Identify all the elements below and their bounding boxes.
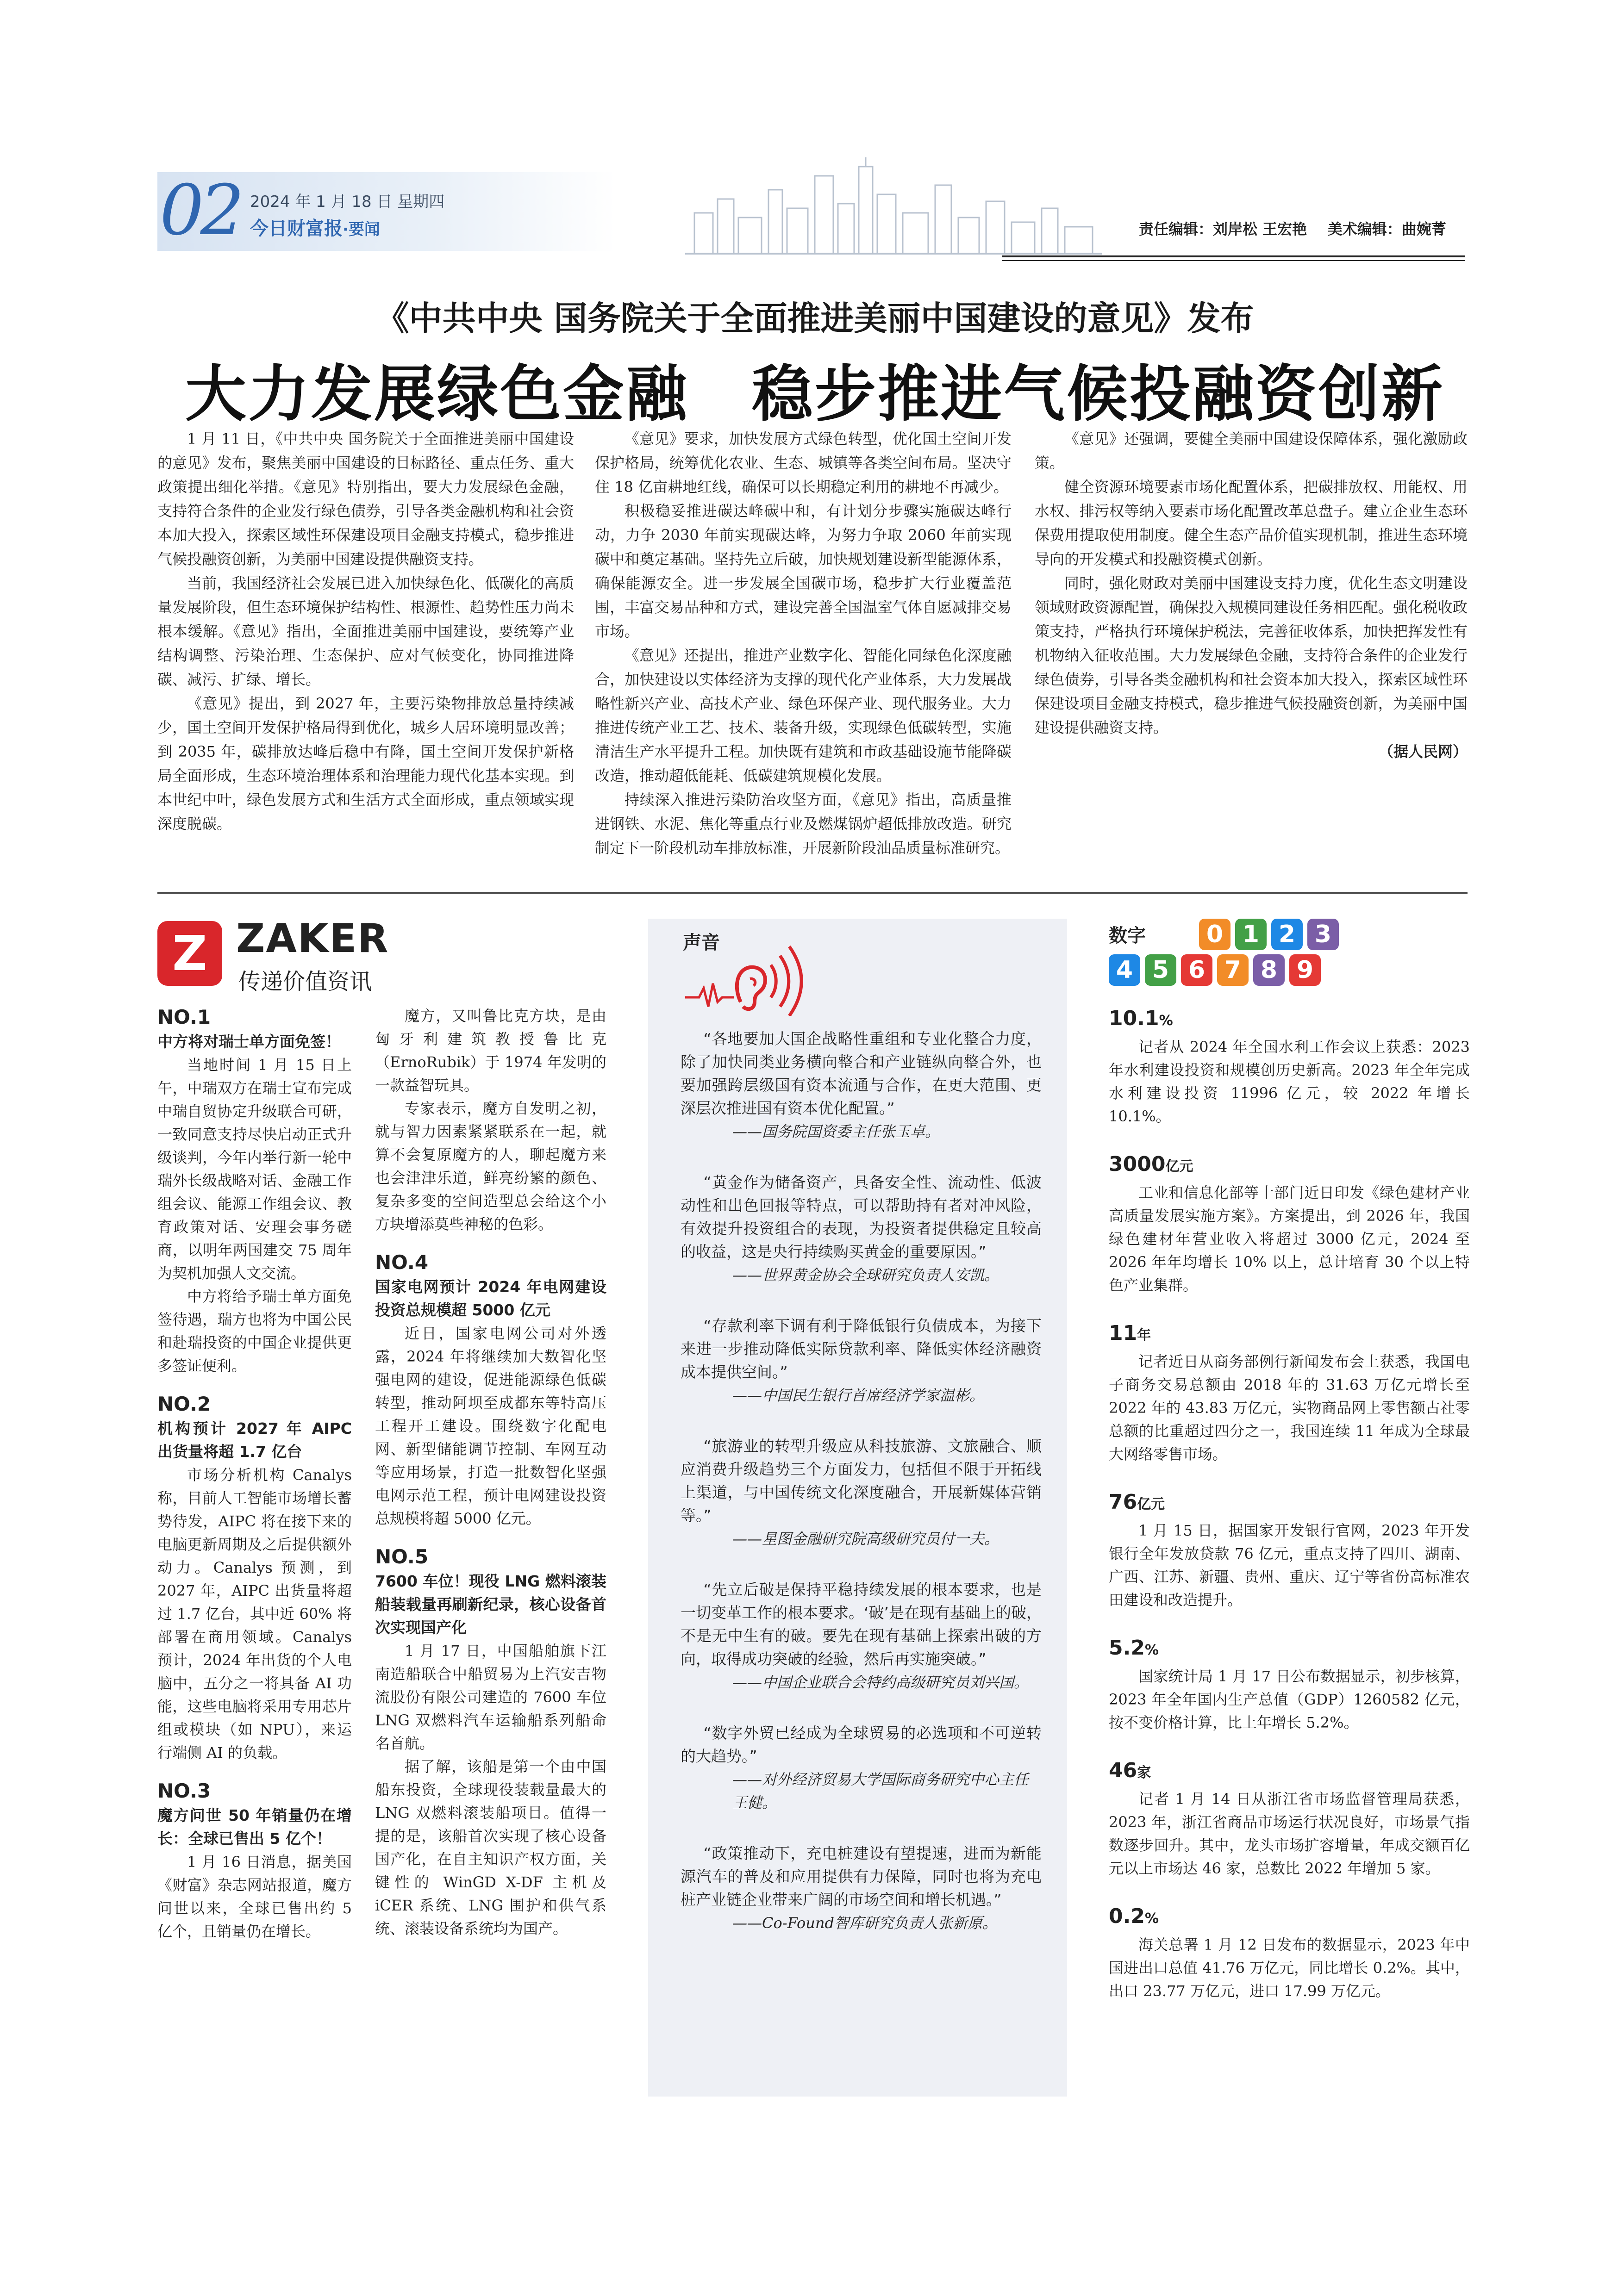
article-paragraph: 健全资源环境要素市场化配置体系，把碳排放权、用能权、用水权、排污权等纳入要素市场化配置改革总盘子。建立企业生态环保费用提取使用制度。健全生态产品价值实现机制，推进生态环境导向的开发模式和投融资模式创新。 bbox=[1035, 478, 1468, 568]
digit-tile: 1 bbox=[1235, 919, 1267, 950]
article-column-1 bbox=[157, 427, 574, 836]
article-paragraph: 1 月 11 日，《中共中央 国务院关于全面推进美丽中国建设的意见》发布，聚焦美丽中国建设的目标路径、重点任务、重大政策提出细化举措。《意见》特别指出，要大力发展绿色金融，支持符合条件的企业发行绿色债券，引导各类金融机构和社会资本加大投入，探索区域性环保建设项目金融支持模式，稳步推进气候投融资创新，为美丽中国建设提供融资支持。 bbox=[157, 430, 574, 568]
quote-source: ——国务院国资委主任张玉卓。 bbox=[732, 1123, 940, 1140]
page-number: 02 bbox=[160, 170, 241, 251]
number-figure bbox=[1109, 1150, 1470, 1181]
news-paragraph: 1 月 16 日消息，据美国《财富》杂志网站报道，魔方问世以来，全球已售出约 5 亿个，且销量仍在增长。 bbox=[157, 1853, 352, 1940]
zaker-slogan: 传递价值资讯 bbox=[238, 969, 372, 995]
number-item bbox=[1109, 1488, 1470, 1612]
editor-credits: 责任编辑：刘岸松 王宏艳 美术编辑：曲婉菁 bbox=[1139, 220, 1446, 238]
news-paragraph: 专家表示，魔方自发明之初，就与智力因素紧紧联系在一起，就算不会复原魔方的人，聊起魔方来也会津津乐道，鲜亮纷繁的颜色、复杂多变的空间造型总会给这个小方块增添莫些神秘的色彩。 bbox=[375, 1100, 606, 1233]
news-number: NO.1 bbox=[157, 1006, 211, 1028]
news-headline: 中方将对瑞士单方面免签！ bbox=[157, 1033, 341, 1051]
quote-text: “先立后破是保持平稳持续发展的根本要求，也是一切变革工作的根本要求。‘破’是在现有基础上的破，不是无中生有的破。要先在现有基础上探索出破的方向，取得成功突破的经验，然后再实施突破。” bbox=[681, 1580, 1042, 1668]
quote-text: “数字外贸已经成为全球贸易的必选项和不可逆转的大趋势。” bbox=[681, 1724, 1042, 1765]
number-item bbox=[1109, 1319, 1470, 1466]
zaker-column-1 bbox=[157, 1004, 352, 1943]
quote-source: ——中国企业联合会特约高级研究员刘兴国。 bbox=[732, 1674, 1029, 1691]
number-value: 76 bbox=[1109, 1490, 1137, 1514]
number-description: 1 月 15 日，据国家开发银行官网，2023 年开发银行全年发放贷款 76 亿元，重点支持了四川、湖南、广西、江苏、新疆、贵州、重庆、辽宁等省份高标准农田建设和改造提升。 bbox=[1109, 1522, 1470, 1609]
skyline-illustration bbox=[685, 157, 1102, 255]
number-unit: % bbox=[1159, 1013, 1173, 1029]
article-byline: （据人民网） bbox=[1378, 743, 1468, 760]
article-column-3 bbox=[1035, 427, 1468, 764]
quote-source: ——世界黄金协会全球研究负责人安凯。 bbox=[732, 1266, 999, 1284]
quote-item bbox=[681, 1722, 1042, 1814]
number-value: 11 bbox=[1109, 1321, 1137, 1345]
article-paragraph: 《意见》提出，到 2027 年，主要污染物排放总量持续减少，国土空间开发保护格局得到优化，城乡人居环境明显改善；到 2035 年，碳排放达峰后稳中有降，国土空间开发保护新格局全面形成，生态环境治理体系和治理能力现代化基本实现。到本世纪中叶，绿色发展方式和生活方式全面形成，重点领域实现深度脱碳。 bbox=[157, 695, 574, 833]
number-item bbox=[1109, 1150, 1470, 1297]
news-number: NO.5 bbox=[375, 1545, 429, 1568]
article-subtitle: 《中共中央 国务院关于全面推进美丽中国建设的意见》发布 bbox=[375, 299, 1254, 338]
digit-tile: 7 bbox=[1217, 954, 1249, 986]
header-rule bbox=[1002, 255, 1465, 257]
news-paragraph: 近日，国家电网公司对外透露，2024 年将继续加大数智化坚强电网的建设，促进能源绿色低碳转型，推动阿坝至成都东等特高压工程开工建设。围绕数字化配电网、新型储能调节控制、车网互动等应用场景，打造一批数智化坚强电网示范工程，预计电网建设投资总规模将超 5000 亿元。 bbox=[375, 1325, 606, 1527]
news-number: NO.2 bbox=[157, 1393, 211, 1415]
number-figure bbox=[1109, 1488, 1470, 1519]
number-item bbox=[1109, 1756, 1470, 1880]
quote-text: “政策推动下，充电桩建设有望提速，进而为新能源汽车的普及和应用提供有力保障，同时也将为充电桩产业链企业带来广阔的市场空间和增长机遇。” bbox=[681, 1844, 1042, 1909]
news-headline: 机构预计 2027 年 AIPC 出货量将超 1.7 亿台 bbox=[157, 1419, 352, 1461]
number-item bbox=[1109, 1634, 1470, 1734]
digit-tile: 3 bbox=[1307, 919, 1339, 950]
quote-source: ——中国民生银行首席经济学家温彬。 bbox=[732, 1387, 985, 1404]
digit-tile: 5 bbox=[1145, 954, 1176, 986]
quote-source: ——Co-Found智库研究负责人张新原。 bbox=[732, 1914, 997, 1932]
news-headline: 7600 车位！现役 LNG 燃料滚装船装载量再刷新纪录，核心设备首次实现国产化 bbox=[375, 1572, 606, 1636]
zaker-column-2 bbox=[375, 1004, 606, 1940]
section-name: ·要闻 bbox=[343, 220, 380, 239]
number-value: 5.2 bbox=[1109, 1636, 1145, 1660]
number-description: 记者 1 月 14 日从浙江省市场监督管理局获悉，2023 年，浙江省商品市场运行状况良好，市场景气指数逐步回升。其中，龙头市场扩容增量，年成交额百亿元以上市场达 46 家，总数比 2022 年增加 5 家。 bbox=[1109, 1790, 1470, 1877]
number-item bbox=[1109, 1004, 1470, 1128]
numbers-title: 数字 bbox=[1109, 925, 1146, 946]
number-value: 0.2 bbox=[1109, 1904, 1145, 1928]
news-number: NO.3 bbox=[157, 1780, 211, 1802]
quote-item bbox=[681, 1842, 1042, 1935]
quote-source: ——对外经济贸易大学国际商务研究中心主任王健。 bbox=[732, 1771, 1029, 1811]
number-description: 记者近日从商务部例行新闻发布会上获悉，我国电子商务交易总额由 2018 年的 31.63 万亿元增长至 2022 年的 43.83 万亿元，实物商品网上零售额占社零总额的比重超过四分之一，我国连续 11 年成为全球最大网络零售市场。 bbox=[1109, 1353, 1470, 1463]
number-value: 3000 bbox=[1109, 1152, 1166, 1176]
digit-tile: 9 bbox=[1289, 954, 1321, 986]
article-column-2 bbox=[595, 427, 1012, 860]
quote-text: “各地要加大国企战略性重组和专业化整合力度，除了加快同类业务横向整合和产业链纵向整合外，也要加强跨层级国有资本流通与合作，在更大范围、更深层次推进国有资本优化配置。” bbox=[681, 1030, 1042, 1117]
header-rule-thin bbox=[1002, 260, 1465, 261]
news-headline: 国家电网预计 2024 年电网建设投资总规模超 5000 亿元 bbox=[375, 1278, 606, 1319]
news-paragraph: 据了解，该船是第一个由中国船东投资，全球现役装载量最大的 LNG 双燃料滚装船项目。值得一提的是，该船首次实现了核心设备国产化，在自主知识产权方面，关键性的 WinGD X-DF 主机及 iCER 系统、LNG 围护和供气系统、滚装设备系统均为国产。 bbox=[375, 1758, 606, 1937]
article-paragraph: 持续深入推进污染防治攻坚方面，《意见》指出，高质量推进钢铁、水泥、焦化等重点行业及燃煤锅炉超低排放改造。研究制定下一阶段机动车排放标准，开展新阶段油品质量标准研究。 bbox=[595, 791, 1012, 857]
quote-item bbox=[681, 1435, 1042, 1550]
news-number: NO.4 bbox=[375, 1251, 429, 1274]
number-unit: 家 bbox=[1137, 1765, 1151, 1781]
digit-tile: 0 bbox=[1199, 919, 1230, 950]
voices-list bbox=[681, 1027, 1042, 1962]
quote-text: “旅游业的转型升级应从科技旅游、文旅融合、顺应消费升级趋势三个方面发力，包括但不限于开拓线上渠道，与中国传统文化深度融合，开展新媒体营销等。” bbox=[681, 1437, 1042, 1524]
number-description: 海关总署 1 月 12 日发布的数据显示，2023 年中国进出口总值 41.76 万亿元，同比增长 0.2%。其中，出口 23.77 万亿元，进口 17.99 万亿元。 bbox=[1109, 1936, 1470, 2000]
digit-tile: 2 bbox=[1271, 919, 1303, 950]
section-divider bbox=[157, 892, 1468, 894]
news-paragraph: 市场分析机构 Canalys 称，目前人工智能市场增长蓄势待发，AIPC 将在接下来的电脑更新周期及之后提供额外动力。Canalys 预测，到 2027 年，AIPC 出货量将超过 1.7 亿台，其中近 60% 将部署在商用领域。Canalys 预计，2024 年出货的个人电脑中，五分之一将具备 AI 功能，这些电脑将采用专用芯片组或模块（如 NPU），来运行端侧 AI 的负载。 bbox=[157, 1466, 352, 1761]
number-figure bbox=[1109, 1319, 1470, 1350]
article-paragraph: 《意见》还强调，要健全美丽中国建设保障体系，强化激励政策。 bbox=[1035, 430, 1468, 472]
number-figure bbox=[1109, 1756, 1470, 1787]
quote-text: “存款利率下调有利于降低银行负债成本，为接下来进一步推动降低实际贷款利率、降低实体经济融资成本提供空间。” bbox=[681, 1317, 1042, 1381]
article-paragraph: 同时，强化财政对美丽中国建设支持力度，优化生态文明建设领域财政资源配置，确保投入规模同建设任务相匹配。强化税收政策支持，严格执行环境保护税法，完善征收体系，加快把挥发性有机物纳入征收范围。大力发展绿色金融，支持符合条件的企业发行绿色债券，引导各类金融机构和社会资本加大投入，探索区域性环保建设项目金融支持模式，稳步推进气候投融资创新，为美丽中国建设提供融资支持。 bbox=[1035, 574, 1468, 736]
digit-tile: 8 bbox=[1253, 954, 1285, 986]
news-paragraph: 魔方，又叫鲁比克方块，是由匈牙利建筑教授鲁比克（ErnoRubik）于 1974 年发明的一款益智玩具。 bbox=[375, 1007, 606, 1094]
quote-text: “黄金作为储备资产，具备安全性、流动性、低波动性和出色回报等特点，可以帮助持有者对冲风险，有效提升投资组合的表现，为投资者提供稳定且较高的收益，这是央行持续购买黄金的重要原因。” bbox=[681, 1173, 1042, 1261]
news-paragraph: 当地时间 1 月 15 日上午，中瑞双方在瑞士宣布完成中瑞自贸协定升级联合可研，一致同意支持尽快启动正式升级谈判，今年内举行新一轮中瑞外长级战略对话、金融工作组会议、能源工作组会议、教育政策对话、安理会事务磋商，以明年两国建交 75 周年为契机加强人文交流。 bbox=[157, 1056, 352, 1282]
article-title: 大力发展绿色金融 稳步推进气候投融资创新 bbox=[185, 358, 1444, 430]
number-unit: 年 bbox=[1137, 1327, 1151, 1344]
issue-date: 2024 年 1 月 18 日 星期四 bbox=[250, 193, 445, 211]
number-description: 记者从 2024 年全国水利工作会议上获悉：2023 年水利建设投资和规模创历史新高。2023 年全年完成水利建设投资 11996 亿元，较 2022 年增长 10.1%。 bbox=[1109, 1038, 1470, 1125]
article-paragraph: 积极稳妥推进碳达峰碳中和，有计划分步骤实施碳达峰行动，力争 2030 年前实现碳达峰，为努力争取 2060 年前实现碳中和奠定基础。坚持先立后破，加快规划建设新型能源体系，确保能源安全。进一步发展全国碳市场，稳步扩大行业覆盖范围，丰富交易品种和方式，建设完善全国温室气体自愿减排交易市场。 bbox=[595, 502, 1012, 640]
number-value: 10.1 bbox=[1109, 1007, 1159, 1030]
zaker-name: ZAKER bbox=[236, 915, 389, 962]
number-unit: 亿元 bbox=[1137, 1496, 1165, 1512]
article-paragraph: 当前，我国经济社会发展已进入加快绿色化、低碳化的高质量发展阶段，但生态环境保护结构性、根源性、趋势性压力尚未根本缓解。《意见》指出，全面推进美丽中国建设，要统筹产业结构调整、污染治理、生态保护、应对气候变化，协同推进降碳、减污、扩绿、增长。 bbox=[157, 574, 574, 688]
newspaper-brand bbox=[250, 214, 380, 240]
news-headline: 魔方问世 50 年销量仍在增长：全球已售出 5 亿个！ bbox=[157, 1806, 352, 1848]
article-paragraph: 《意见》要求，加快发展方式绿色转型，优化国土空间开发保护格局，统筹优化农业、生态、城镇等各类空间布局。坚决守住 18 亿亩耕地红线，确保可以长期稳定利用的耕地不再减少。 bbox=[595, 430, 1012, 496]
quote-item bbox=[681, 1171, 1042, 1287]
quote-item bbox=[681, 1578, 1042, 1694]
number-unit: % bbox=[1144, 1642, 1159, 1658]
digit-tile: 4 bbox=[1109, 954, 1140, 986]
number-unit: 亿元 bbox=[1165, 1158, 1193, 1175]
news-paragraph: 中方将给予瑞士单方面免签待遇，瑞方也将为中国公民和赴瑞投资的中国企业提供更多签证便利。 bbox=[157, 1288, 352, 1375]
quote-source: ——星图金融研究院高级研究员付一夫。 bbox=[732, 1530, 999, 1548]
number-figure bbox=[1109, 1004, 1470, 1035]
article-paragraph: 《意见》还提出，推进产业数字化、智能化同绿色化深度融合，加快建设以实体经济为支撑的现代化产业体系，大力发展战略性新兴产业、高技术产业、绿色环保产业、现代服务业。大力推进传统产业工艺、技术、装备升级，实现绿色低碳转型，实施清洁生产水平提升工程。加快既有建筑和市政基础设施节能降碳改造，推动超低能耗、低碳建筑规模化发展。 bbox=[595, 647, 1012, 784]
number-item bbox=[1109, 1902, 1470, 2003]
number-figure bbox=[1109, 1902, 1470, 1933]
number-value: 46 bbox=[1109, 1759, 1137, 1782]
digit-tile: 6 bbox=[1181, 954, 1212, 986]
quote-item bbox=[681, 1314, 1042, 1407]
number-description: 工业和信息化部等十部门近日印发《绿色建材产业高质量发展实施方案》。方案提出，到 2026 年，我国绿色建材年营业收入将超过 3000 亿元，2024 至 2026 年年均增长 10% 以上，总计培育 30 个以上特色产业集群。 bbox=[1109, 1184, 1470, 1294]
quote-item bbox=[681, 1027, 1042, 1143]
zaker-logo-icon bbox=[157, 921, 222, 986]
voices-title: 声音 bbox=[683, 932, 720, 953]
brand-name: 今日财富报 bbox=[250, 218, 343, 239]
news-paragraph: 1 月 17 日，中国船舶旗下江南造船联合中船贸易为上汽安吉物流股份有限公司建造的 7600 车位 LNG 双燃料汽车运输船系列船命名首航。 bbox=[375, 1642, 606, 1752]
number-description: 国家统计局 1 月 17 日公布数据显示，初步核算，2023 年全年国内生产总值（GDP）1260582 亿元，按不变价格计算，比上年增长 5.2%。 bbox=[1109, 1668, 1470, 1731]
zaker-logo-letter: Z bbox=[172, 925, 207, 982]
numbers-list bbox=[1109, 1004, 1470, 2025]
number-figure bbox=[1109, 1634, 1470, 1665]
number-unit: % bbox=[1144, 1910, 1159, 1927]
